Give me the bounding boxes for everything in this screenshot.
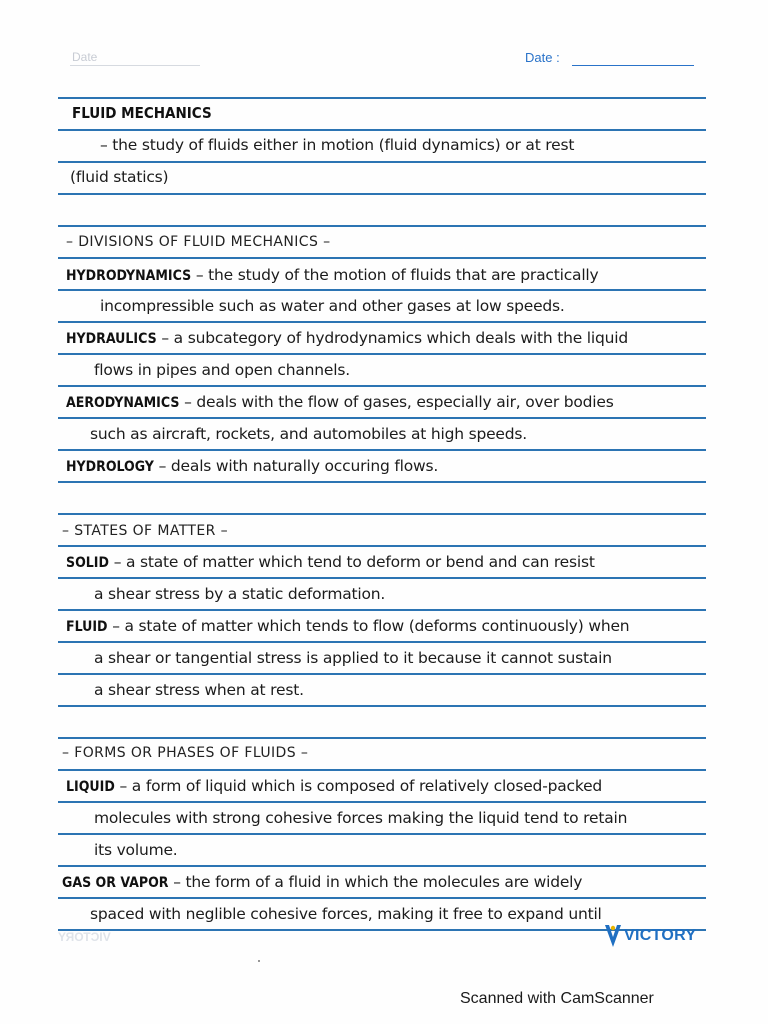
solid-term: SOLID [66, 555, 109, 571]
gas-def-2: spaced with neglible cohesive forces, making it free to expand until [90, 905, 602, 923]
fluid-def-3: a shear stress when at rest. [94, 681, 304, 699]
victory-v-icon [604, 923, 622, 949]
hydraulics-def-2: flows in pipes and open channels. [94, 361, 350, 379]
ruled-line [58, 97, 706, 99]
ruled-line [58, 385, 706, 387]
ruled-line [58, 865, 706, 867]
liquid-def-2: molecules with strong cohesive forces making the liquid tend to retain [94, 809, 628, 827]
ruled-line [58, 449, 706, 451]
ruled-line [58, 609, 706, 611]
ruled-line [58, 577, 706, 579]
ghost-brand-watermark: VICTORY [58, 930, 111, 944]
liquid-entry [66, 777, 602, 795]
liquid-term: LIQUID [66, 779, 115, 795]
gas-def-1: – the form of a fluid in which the molecules are widely [173, 873, 583, 891]
ruled-line [58, 225, 706, 227]
ruled-line [58, 705, 706, 707]
brand-name: VICTORY [624, 927, 697, 944]
hydraulics-def-1: – a subcategory of hydrodynamics which deals with the liquid [161, 329, 628, 347]
states-heading: – STATES OF MATTER – [62, 523, 228, 539]
fluid-entry [66, 617, 629, 635]
ruled-line [58, 321, 706, 323]
ruled-line [58, 129, 706, 131]
aerodynamics-def-1: – deals with the flow of gases, especially air, over bodies [184, 393, 614, 411]
scan-watermark: Scanned with CamScanner [460, 990, 654, 1007]
ruled-line [58, 417, 706, 419]
hydrodynamics-entry [66, 266, 599, 284]
ghost-date-line [70, 65, 200, 66]
ruled-line [58, 769, 706, 771]
gas-entry [62, 873, 582, 891]
hydrodynamics-def-2: incompressible such as water and other gases at low speeds. [100, 297, 565, 315]
hydrology-def-1: – deals with naturally occuring flows. [158, 457, 439, 475]
divisions-heading: – DIVISIONS OF FLUID MECHANICS – [66, 234, 331, 250]
ruled-line [58, 481, 706, 483]
hydraulics-term: HYDRAULICS [66, 331, 157, 347]
ruled-line [58, 161, 706, 163]
aerodynamics-entry [66, 393, 614, 411]
ruled-line [58, 737, 706, 739]
ruled-line [58, 641, 706, 643]
fluid-term: FLUID [66, 619, 108, 635]
solid-def-2: a shear stress by a static deformation. [94, 585, 386, 603]
ink-dot [258, 960, 260, 962]
ruled-line [58, 257, 706, 259]
ruled-line [58, 289, 706, 291]
ruled-line [58, 545, 706, 547]
hydrodynamics-def-1: – the study of the motion of fluids that are practically [195, 266, 599, 284]
definition-line-2: (fluid statics) [70, 168, 169, 186]
ruled-line [58, 897, 706, 899]
hydrodynamics-term: HYDRODYNAMICS [66, 268, 192, 284]
fluid-def-2: a shear or tangential stress is applied to it because it cannot sustain [94, 649, 612, 667]
date-line [572, 65, 694, 66]
solid-def-1: – a state of matter which tend to deform or bend and can resist [113, 553, 595, 571]
ruled-line [58, 801, 706, 803]
gas-term: GAS OR VAPOR [62, 875, 169, 891]
ruled-line [58, 353, 706, 355]
definition-line-1: – the study of fluids either in motion (fluid dynamics) or at rest [100, 136, 575, 154]
notes-title: FLUID MECHANICS [72, 104, 212, 122]
ruled-line [58, 513, 706, 515]
hydraulics-entry [66, 329, 628, 347]
forms-heading: – FORMS OR PHASES OF FLUIDS – [62, 745, 309, 761]
hydrology-term: HYDROLOGY [66, 459, 154, 475]
solid-entry [66, 553, 595, 571]
liquid-def-1: – a form of liquid which is composed of relatively closed-packed [119, 777, 603, 795]
ruled-line [58, 833, 706, 835]
ghost-date-label: Date [72, 50, 98, 64]
liquid-def-3: its volume. [94, 841, 178, 859]
aerodynamics-def-2: such as aircraft, rockets, and automobiles at high speeds. [90, 425, 528, 443]
aerodynamics-term: AERODYNAMICS [66, 395, 180, 411]
brand-logo [604, 921, 696, 951]
fluid-def-1: – a state of matter which tends to flow (deforms continuously) when [112, 617, 630, 635]
hydrology-entry [66, 457, 438, 475]
date-label: Date : [525, 50, 560, 65]
ruled-line [58, 673, 706, 675]
ruled-line [58, 193, 706, 195]
